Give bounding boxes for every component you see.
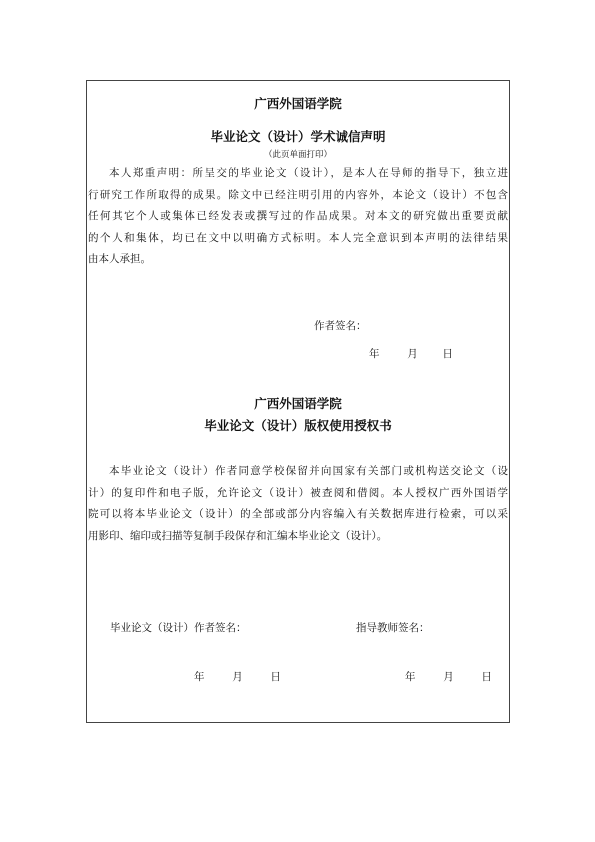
- declaration-title: 毕业论文（设计）学术诚信声明: [210, 129, 386, 144]
- date-month: 月: [407, 348, 418, 360]
- declaration-date: [369, 346, 453, 361]
- authorization-line: 本毕业论文（设计）作者同意学校保留并向国家有关部门或机构送交论文（设: [109, 465, 508, 477]
- declaration-line: 本人郑重声明：所呈交的毕业论文（设计），是本人在导师的指导下，独立进: [109, 167, 508, 179]
- date-day: 日: [442, 348, 453, 360]
- authorization-line: 用影印、缩印或扫描等复制手段保存和汇编本毕业论文（设计）。: [88, 529, 388, 542]
- declaration-line: 的个人和集体，均已在文中以明确方式标明。本人完全意识到本声明的法律结果: [88, 231, 508, 244]
- authorization-line: 计）的复印件和电子版，允许论文（设计）被查阅和借阅。本人授权广西外国语学: [88, 486, 508, 499]
- date-month: 月: [232, 671, 243, 683]
- date-year: 年: [405, 671, 416, 683]
- authorization-line: 院可以将本毕业论文（设计）的全部或部分内容编入有关数据库进行检索，可以采: [88, 508, 508, 520]
- declaration-line: 由本人承担。: [88, 253, 151, 265]
- authorization-title: 毕业论文（设计）版权使用授权书: [204, 418, 392, 433]
- authorization-paragraph: [88, 461, 508, 547]
- declaration-paragraph: [88, 163, 508, 271]
- author-date: [194, 669, 281, 684]
- date-month: 月: [443, 671, 454, 683]
- declaration-school-name: 广西外国语学院: [254, 96, 342, 111]
- date-year: 年: [369, 348, 380, 360]
- authorization-school-name: 广西外国语学院: [254, 396, 342, 411]
- date-day: 日: [481, 671, 492, 683]
- declaration-author-signature-label: 作者签名：: [314, 320, 367, 332]
- date-day: 日: [270, 671, 281, 683]
- declaration-line: 行研究工作所取得的成果。除文中已经注明引用的内容外，本论文（设计）不包含: [88, 188, 508, 201]
- print-note: （此页单面打印）: [263, 150, 332, 160]
- advisor-date: [405, 669, 492, 684]
- advisor-signature-label: 指导教师签名：: [356, 622, 430, 634]
- declaration-line: 任何其它个人或集体已经发表或撰写过的作品成果。对本文的研究做出重要贡献: [88, 210, 508, 222]
- date-year: 年: [194, 671, 205, 683]
- authorization-author-signature-label: 毕业论文（设计）作者签名：: [110, 622, 247, 634]
